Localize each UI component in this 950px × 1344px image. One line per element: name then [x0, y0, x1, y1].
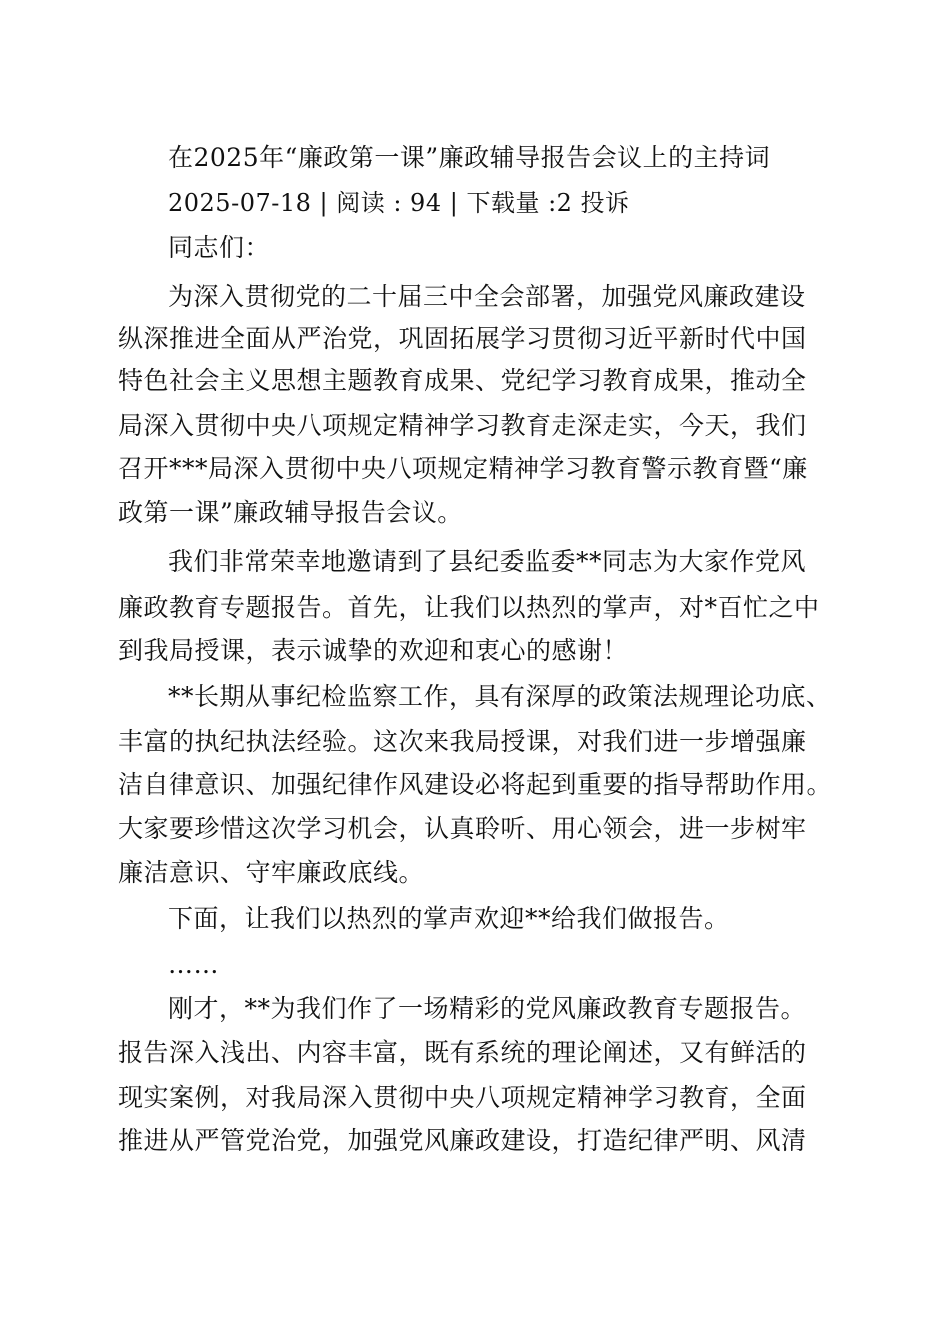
- paragraph-line: 召开***局深入贯彻中央八项规定精神学习教育警示教育暨“廉: [118, 454, 808, 483]
- paragraph-line: 廉洁意识、守牢廉政底线。: [118, 858, 425, 887]
- document-meta: 2025-07-18 | 阅读 : 94 | 下载量 :2 投诉: [168, 189, 630, 217]
- paragraph-line: 我们非常荣幸地邀请到了县纪委监委**同志为大家作党风: [168, 547, 807, 576]
- paragraph-line: 为深入贯彻党的二十届三中全会部署，加强党风廉政建设: [168, 282, 806, 311]
- paragraph-line: 报告深入浅出、内容丰富，既有系统的理论阐述，又有鲜活的: [118, 1038, 807, 1067]
- paragraph-line: 下面，让我们以热烈的掌声欢迎**给我们做报告。: [168, 904, 730, 933]
- ellipsis-line: ……: [168, 950, 219, 979]
- paragraph-line: 政第一课”廉政辅导报告会议。: [118, 498, 463, 527]
- paragraph-line: 刚才，**为我们作了一场精彩的党风廉政教育专题报告。: [168, 994, 807, 1023]
- paragraph-line: 丰富的执纪执法经验。这次来我局授课，对我们进一步增强廉: [118, 727, 807, 756]
- document-title: 在2025年“廉政第一课”廉政辅导报告会议上的主持词: [168, 143, 771, 172]
- paragraph-line: 到我局授课，表示诚挚的欢迎和衷心的感谢！: [118, 636, 629, 665]
- paragraph-line: 纵深推进全面从严治党，巩固拓展学习贯彻习近平新时代中国: [118, 324, 807, 353]
- paragraph-line: 特色社会主义思想主题教育成果、党纪学习教育成果，推动全: [118, 366, 807, 395]
- paragraph-line: 大家要珍惜这次学习机会，认真聆听、用心领会，进一步树牢: [118, 814, 807, 843]
- paragraph-line: **长期从事纪检监察工作，具有深厚的政策法规理论功底、: [168, 682, 832, 711]
- paragraph-line: 局深入贯彻中央八项规定精神学习教育走深走实，今天，我们: [118, 411, 807, 440]
- salutation: 同志们：: [168, 233, 271, 262]
- paragraph-line: 推进从严管党治党，加强党风廉政建设，打造纪律严明、风清: [118, 1126, 807, 1155]
- paragraph-line: 廉政教育专题报告。首先，让我们以热烈的掌声，对*百忙之中: [118, 593, 820, 622]
- paragraph-line: 现实案例，对我局深入贯彻中央八项规定精神学习教育，全面: [118, 1083, 807, 1112]
- paragraph-line: 洁自律意识、加强纪律作风建设必将起到重要的指导帮助作用。: [118, 770, 833, 799]
